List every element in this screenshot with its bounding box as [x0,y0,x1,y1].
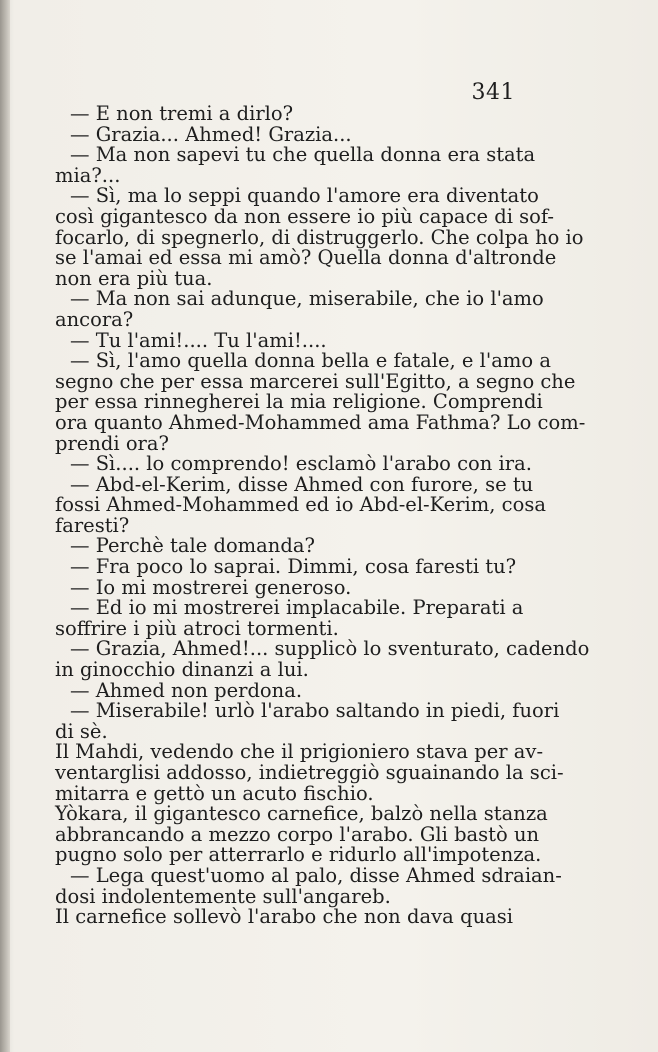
text-line: — Sì.... lo comprendo! esclamò l'arabo con ira. [70,452,532,476]
text-line: — Io mi mostrerei generoso. [70,575,352,599]
text-line: — Abd-el-Kerim, disse Ahmed con furore, se tu [70,472,534,496]
text-line: mia?... [55,163,121,187]
text-line: ancora? [55,307,134,331]
text-line: ora quanto Ahmed-Mohammed ama Fathma? Lo com- [55,410,586,434]
text-line: Yòkara, il gigantesco carnefice, balzò nella stanza [55,802,548,826]
text-line: in ginocchio dinanzi a lui. [55,658,309,682]
text-line: Il Mahdi, vedendo che il prigioniero stava per av- [55,740,544,764]
text-line: se l'amai ed essa mi amò? Quella donna d'altronde [55,246,557,270]
binding-edge [0,0,10,1052]
text-line: focarlo, di spegnerlo, di distruggerlo. Che colpa ho io [55,225,584,249]
text-line: mitarra e gettò un acuto fischio. [55,781,374,805]
text-line: così gigantesco da non essere io più capace di sof- [55,204,554,228]
page-number: 341 [471,80,515,105]
text-line: — Ahmed non perdona. [70,678,303,702]
text-line: per essa rinnegherei la mia religione. Comprendi [55,390,543,414]
text-line: — Tu l'ami!.... Tu l'ami!.... [70,328,327,352]
text-line: segno che per essa marcerei sull'Egitto, a segno che [55,369,576,393]
text-line: — Ed io mi mostrerei implacabile. Preparati a [70,596,524,620]
text-line: — Ma non sapevi tu che quella donna era stata [70,143,536,167]
text-line: Il carnefice sollevò l'arabo che non dava quasi [55,905,513,929]
text-line: — Miserabile! urlò l'arabo saltando in piedi, fuori [70,699,560,723]
text-line: — Lega quest'uomo al palo, disse Ahmed sdraian- [70,863,562,887]
text-line: — Ma non sai adunque, miserabile, che io l'amo [70,287,544,311]
body-text [55,102,590,929]
text-line: di sè. [55,719,108,743]
text-line: non era più tua. [55,266,213,290]
text-line: — Fra poco lo saprai. Dimmi, cosa faresti tu? [70,555,517,579]
text-line: soffrire i più atroci tormenti. [55,616,339,640]
text-line: — Sì, l'amo quella donna bella e fatale, e l'amo a [70,349,551,373]
text-line: ventarglisi addosso, indietreggiò sguainando la sci- [55,761,564,784]
text-line: dosi indolentemente sull'angareb. [55,884,391,908]
text-line: prendi ora? [55,431,169,455]
text-line: — Grazia... Ahmed! Grazia... [70,122,352,146]
text-line: — Grazia, Ahmed!... supplicò lo sventurato, cadendo [70,637,590,661]
text-line: abbrancando a mezzo corpo l'arabo. Gli bastò un [55,822,540,846]
text-line: pugno solo per atterrarlo e ridurlo all'impotenza. [55,843,542,867]
text-line: — Perchè tale domanda? [70,534,315,558]
text-line: faresti? [55,513,130,537]
text-line: — E non tremi a dirlo? [70,102,294,125]
text-line: fossi Ahmed-Mohammed ed io Abd-el-Kerim, cosa [55,493,546,517]
text-line: — Sì, ma lo seppi quando l'amore era diventato [70,184,539,208]
